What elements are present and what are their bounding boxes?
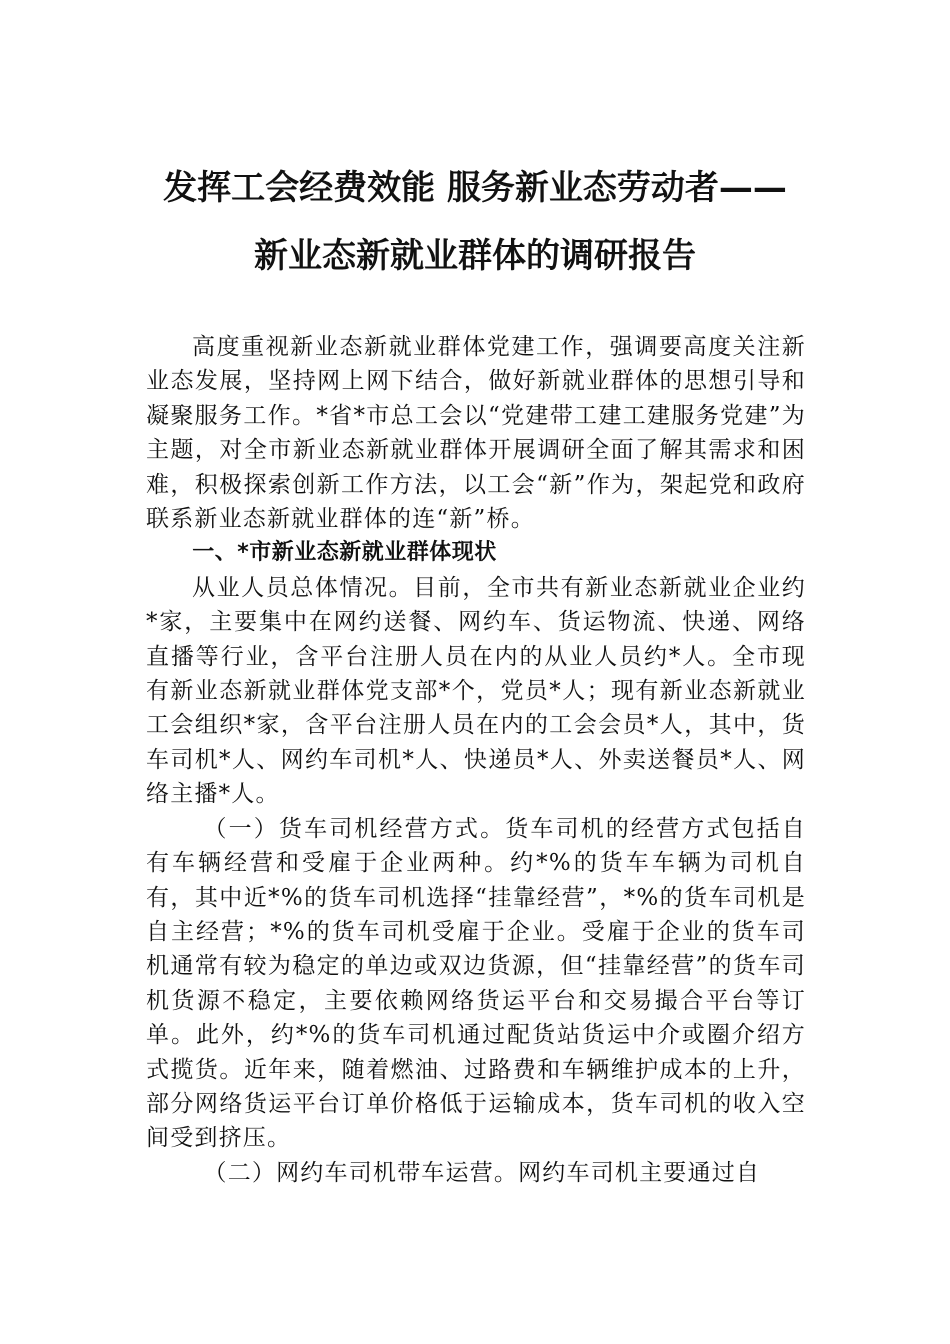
overview-paragraph: 从业人员总体情况。目前，全市共有新业态新就业企业约*家，主要集中在网约送餐、网约车、货运物流、快递、网络直播等行业，含平台注册人员在内的从业人员约*人。全市现有新业态新就业群体党支部*个，党员*人；现有新业态新就业工会组织*家，含平台注册人员在内的工会会员*人，其中，货车司机*人、网约车司机*人、快递员*人、外卖送餐员*人、网络主播*人。 — [146, 574, 806, 808]
document-title-line-2: 新业态新就业群体的调研报告 — [254, 236, 696, 276]
section-heading-1: 一、*市新业态新就业群体现状 — [192, 540, 497, 566]
truck-driver-paragraph: （一）货车司机经营方式。货车司机的经营方式包括自有车辆经营和受雇于企业两种。约*%的货车车辆为司机自有，其中近*%的货车司机选择“挂靠经营”，*%的货车司机是自主经营；*%的货车司机受雇于企业。受雇于企业的货车司机通常有较为稳定的单边或双边货源，但“挂靠经营”的货车司机货源不稳定，主要依赖网络货运平台和交易撮合平台等订单。此外，约*%的货车司机通过配货站货运中介或圈介绍方式揽货。近年来，随着燃油、过路费和车辆维护成本的上升，部分网络货运平台订单价格低于运输成本，货车司机的收入空间受到挤压。 — [146, 815, 806, 1152]
intro-paragraph: 高度重视新业态新就业群体党建工作，强调要高度关注新业态发展，坚持网上网下结合，做好新就业群体的思想引导和凝聚服务工作。*省*市总工会以“党建带工建工建服务党建”为主题，对全市新业态新就业群体开展调研全面了解其需求和困难，积极探索创新工作方法，以工会“新”作为，架起党和政府联系新业态新就业群体的连“新”桥。 — [146, 334, 806, 533]
document-body — [146, 330, 806, 1190]
document-title-line-1: 发挥工会经费效能 服务新业态劳动者—— — [163, 168, 787, 208]
ride-hailing-paragraph: （二）网约车司机带车运营。网约车司机主要通过自 — [203, 1159, 761, 1186]
